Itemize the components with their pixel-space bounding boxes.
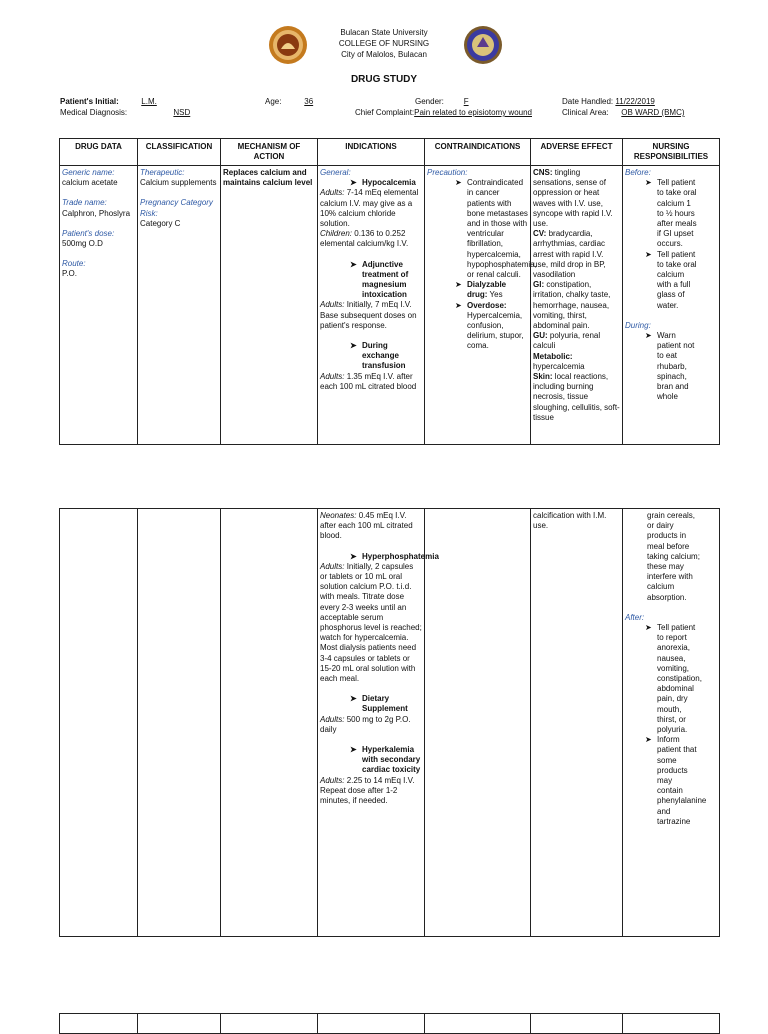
before-item-1: ➤ Tell patient to take oral calcium 1 to ½ hours after meals if GI upset occurs. [645, 178, 717, 249]
pregnancy-label: Pregnancy Category Risk: [140, 198, 213, 218]
col-contraindications: CONTRAINDICATIONS [425, 139, 531, 166]
before-label: Before: [625, 168, 651, 177]
indication-hyperphosphatemia: ➤ Hyperphosphatemia [350, 552, 422, 562]
trade-name-value: Calphron, Phoslyra [62, 208, 131, 218]
indication-dietary: ➤ Dietary Supplement [350, 694, 422, 714]
hk-adults-label: Adults: [320, 775, 345, 785]
col-mechanism: MECHANISM OF ACTION [221, 139, 318, 166]
classification-cell-2 [138, 509, 221, 937]
gender-value: F [463, 97, 469, 106]
skin-text-cont: calcification with I.M. use. [533, 511, 607, 531]
hp-adults-label: Adults: [320, 561, 345, 571]
mechanism-text: Replaces calcium and maintains calcium level [223, 168, 313, 188]
cns-text: tingling sensations, sense of oppression or heat waves with I.V. use, syncope with rapid I.V. use. [533, 168, 613, 229]
during-item-1-part1: ➤ Warn patient not to eat rhubarb, spinach, bran and whole [645, 331, 717, 402]
col-classification: CLASSIFICATION [138, 139, 221, 166]
after-label: After: [625, 612, 645, 622]
diagnosis-row [60, 108, 289, 118]
age-row [265, 97, 334, 107]
college-name: COLLEGE OF NURSING [338, 39, 430, 48]
gender-row [415, 97, 486, 107]
during-label: During: [625, 320, 651, 330]
patient-initial-label: Patient's Initial: [60, 97, 119, 106]
hypo-adults-label: Adults: [320, 188, 345, 198]
contra-dialyzable [455, 280, 528, 300]
indication-exchange: ➤ During exchange transfusion [350, 341, 422, 372]
ex-adults-label: Adults: [320, 371, 345, 381]
ds-adults-text: 500 mg to 2g P.O. daily [320, 714, 411, 734]
indications-cell [318, 166, 425, 445]
metabolic-text: hypercalcemia [533, 361, 585, 371]
overdose-value: Hypercalcemia, confusion, delirium, stupor, coma. [467, 310, 524, 351]
clinical-area-label: Clinical Area: [562, 108, 609, 117]
generic-name-label: Generic name: [62, 168, 115, 177]
cv-label: CV: [533, 229, 547, 239]
indications-cell-2 [318, 509, 439, 937]
complaint-row [355, 108, 532, 118]
therapeutic-value: Calcium supplements [140, 178, 217, 188]
complaint-value: Pain related to episiotomy wound [414, 108, 532, 117]
col-drug-data: DRUG DATA [60, 139, 138, 166]
skin-text: local reactions, including burning necrosis, tissue sloughing, cellulitis, soft-tissue [533, 372, 620, 422]
ex-neonates-label: Neonates: [320, 511, 357, 520]
dialyzable-label: Dialyzable drug: [467, 280, 507, 300]
patient-dose-label: Patient's dose: [62, 228, 115, 238]
generic-name-value: calcium acetate [62, 178, 118, 188]
indication-hypocalcemia: ➤ Hypocalcemia [350, 178, 422, 188]
ds-adults-label: Adults: [320, 714, 345, 724]
cns-label: CNS: [533, 168, 553, 177]
pregnancy-value: Category C [140, 218, 181, 228]
after-item-2: ➤ Inform patient that some products may contain phenylalanine and tartrazine [645, 735, 717, 827]
trade-name-label: Trade name: [62, 198, 107, 208]
date-label: Date Handled: [562, 97, 614, 106]
hp-adults-text: Initially, 2 capsules or tablets or 10 mL oral solution calcium P.O. t.i.d. with meals. Titrate dose every 2-3 weeks until an acceptable serum phosphorus level is reached; watch for hypercalcemia. Most dialysis patients need 3-4 capsules or tablets or 15-20 mL oral solution with each meal. [320, 561, 422, 684]
before-item-2: ➤ Tell patient to take oral calcium with a full glass of water. [645, 250, 717, 311]
drug-study-table-page1 [59, 138, 720, 445]
drug-study-table-page2 [59, 508, 720, 937]
overdose-label: Overdose: [467, 300, 507, 310]
gu-label: GU: [533, 331, 548, 341]
page-title: DRUG STUDY [350, 74, 418, 85]
gu-text: polyuria, renal calculi [533, 331, 601, 351]
date-value: 11/22/2019 [615, 97, 655, 106]
contraindications-cell [425, 166, 537, 445]
hypo-adults-text: 7-14 mEq elemental calcium I.V. may give as a 10% calcium chloride solution. [320, 188, 419, 229]
skin-label: Skin: [533, 372, 553, 382]
mag-adults-label: Adults: [320, 300, 345, 310]
drug-data-cell-2 [60, 509, 138, 937]
during-item-1-part2: grain cereals, or dairy products in meal before taking calcium; these may interfere with calcium absorption. [647, 511, 700, 602]
gi-text: constipation, irritation, chalky taste, hemorrhage, nausea, vomiting, thirst, abdominal pain. [533, 280, 611, 331]
classification-cell [138, 166, 221, 445]
nursing-cell-2 [623, 509, 720, 937]
gender-label: Gender: [415, 97, 444, 106]
university-name: Bulacan State University [340, 28, 428, 37]
hypo-children-text: 0.136 to 0.252 elemental calcium/kg I.V. [320, 229, 409, 249]
diagnosis-label: Medical Diagnosis: [60, 108, 128, 117]
gi-label: GI: [533, 280, 545, 290]
mechanism-cell [221, 166, 318, 445]
adverse-effect-cell [531, 166, 623, 445]
hypo-children-label: Children: [320, 229, 353, 239]
col-adverse-effect: ADVERSE EFFECT [531, 139, 623, 166]
route-value: P.O. [62, 269, 77, 279]
contra-overdose [455, 301, 528, 352]
complaint-label: Chief Complaint: [355, 108, 415, 117]
age-label: Age: [265, 97, 282, 106]
contraindications-cell-2 [425, 509, 531, 937]
ex-adults-text: 1.35 mEq I.V. after each 100 mL citrated blood [320, 371, 417, 391]
after-item-1: ➤ Tell patient to report anorexia, nausea, vomiting, constipation, abdominal pain, dry mouth, thirst, or polyuria. [645, 623, 717, 735]
clinical-area-row [562, 108, 695, 118]
patient-initial-row [60, 97, 177, 107]
indication-hyperkalemia: ➤ Hyperkalemia with secondary cardiac toxicity [350, 745, 422, 776]
contra-item-1: ➤ Contraindicated in cancer patients with bone metastases and in those with ventricular fibrillation, hypercalcemia, hypophosphatemia, or renal calculi. [455, 178, 528, 280]
cv-text: bradycardia, arrhythmias, cardiac arrest with rapid I.V. use, mild drop in BP, vasodilation [533, 229, 606, 280]
diagnosis-value: NSD [173, 108, 191, 117]
adverse-effect-cell-2 [531, 509, 623, 937]
route-label: Route: [62, 259, 86, 269]
age-value: 36 [304, 97, 314, 106]
dialyzable-value: Yes [489, 290, 503, 300]
metabolic-label: Metabolic: [533, 351, 573, 361]
patient-dose-value: 500mg O.D [62, 239, 103, 249]
patient-initial-value: L.M. [141, 97, 157, 106]
indication-magnesium: ➤ Adjunctive treatment of magnesium intoxication [350, 260, 422, 301]
general-label: General: [320, 168, 351, 177]
mechanism-cell-2 [221, 509, 318, 937]
clinical-area-value: OB WARD (BMC) [621, 108, 685, 117]
precaution-label: Precaution: [427, 168, 468, 177]
ex-neonates-text: 0.45 mEq I.V. after each 100 mL citrated blood. [320, 511, 413, 541]
mag-adults-text: Initially, 7 mEq I.V. Base subsequent doses on patient's response. [320, 300, 417, 330]
city-name: City of Malolos, Bulacan [341, 50, 427, 59]
drug-data-cell [60, 166, 138, 445]
col-nursing: NURSING RESPONSIBILITIES [623, 139, 720, 166]
col-indications: INDICATIONS [318, 139, 425, 166]
nursing-cell [623, 166, 720, 445]
therapeutic-label: Therapeutic: [140, 168, 185, 177]
hk-adults-text: 2.25 to 14 mEq I.V. Repeat dose after 1-2 minutes, if needed. [320, 775, 415, 806]
date-row [562, 97, 697, 107]
